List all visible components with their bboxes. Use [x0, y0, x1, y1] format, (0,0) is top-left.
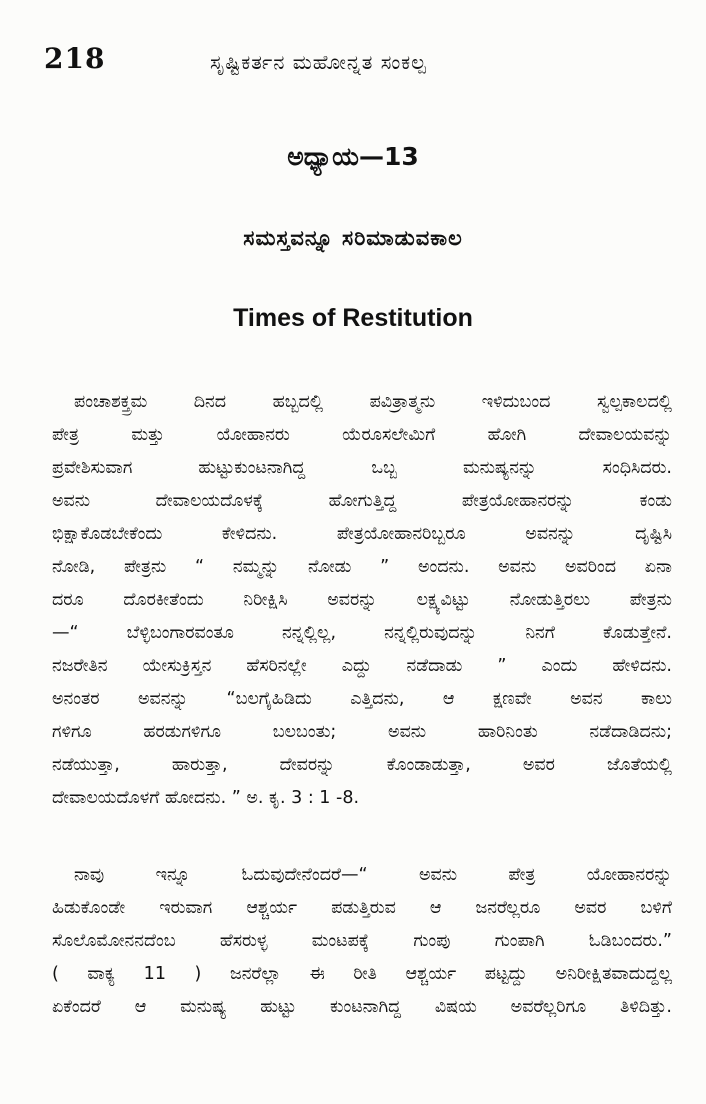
text-line: ಸೊಲೊಮೋನನದೆಂಬ ಹೆಸರುಳ್ಳ ಮಂಟಪಕ್ಕೆ ಗುಂಪು ಗುಂಪಾಗಿ ಓಡಿಬಂದರು.” [52, 931, 672, 951]
text-line: ಏಕೆಂದರೆ ಆ ಮನುಷ್ಯ ಹುಟ್ಟು ಕುಂಟನಾಗಿದ್ದ ವಿಷಯ ಅವರೆಲ್ಲರಿಗೂ ತಿಳಿದಿತ್ತು. [52, 997, 672, 1017]
text-line: ಪೇತ್ರ ಮತ್ತು ಯೋಹಾನರು ಯೆರೂಸಲೇಮಿಗೆ ಹೋಗಿ ದೇವಾಲಯವನ್ನು [52, 425, 672, 445]
text-line: ಭಿಕ್ಷಾಕೊಡಬೇಕೆಂದು ಕೇಳಿದನು. ಪೇತ್ರಯೋಹಾನರಿಬ್ಬರೂ ಅವನನ್ನು ದೃಷ್ಟಿಸಿ [52, 524, 672, 544]
paragraph-2 [52, 859, 672, 1024]
text-line: ( ವಾಕ್ಯ 11 ) ಜನರೆಲ್ಲಾ ಈ ರೀತಿ ಆಶ್ಚರ್ಯ ಪಟ್ಟದ್ದು ಅನಿರೀಕ್ಷಿತವಾದುದ್ದಲ್ಲ [52, 964, 672, 984]
chapter-title-english: Times of Restitution [233, 304, 473, 332]
text-line: ದೇವಾಲಯದೊಳಗೆ ಹೋದನು. ” ಅ. ಕೃ. 3 : 1 -8. [52, 788, 360, 808]
text-line: ನೋಡಿ, ಪೇತ್ರನು “ ನಮ್ಮನ್ನು ನೋಡು ” ಅಂದನು. ಅವನು ಅವರಿಂದ ಏನಾ [52, 557, 672, 577]
page-number: 218 [44, 42, 106, 75]
chapter-heading: ಅಧ್ಯಾಯ—13 [287, 142, 419, 171]
text-line: ದರೂ ದೊರಕೀತೆಂದು ನಿರೀಕ್ಷಿಸಿ ಅವರನ್ನು ಲಕ್ಷ್ಯವಿಟ್ಟು ನೋಡುತ್ತಿರಲು ಪೇತ್ರನು [52, 590, 672, 610]
text-line: ಪ್ರವೇಶಿಸುವಾಗ ಹುಟ್ಟುಕುಂಟನಾಗಿದ್ದ ಒಬ್ಬ ಮನುಷ್ಯನನ್ನು ಸಂಧಿಸಿದರು. [52, 458, 672, 478]
text-line: —“ ಬೆಳ್ಳಿಬಂಗಾರವಂತೂ ನನ್ನಲ್ಲಿಲ್ಲ, ನನ್ನಲ್ಲಿರುವುದನ್ನು ನಿನಗೆ ಕೊಡುತ್ತೇನೆ. [52, 623, 672, 643]
text-line: ಗಳಿಗೂ ಹರಡುಗಳಿಗೂ ಬಲಬಂತು; ಅವನು ಹಾರಿನಿಂತು ನಡೆದಾಡಿದನು; [52, 722, 672, 742]
text-line: ನಾವು ಇನ್ನೂ ಓದುವುದೇನೆಂದರೆ—“ ಅವನು ಪೇತ್ರ ಯೋಹಾನರನ್ನು [74, 865, 672, 885]
text-line: ಹಿಡುಕೊಂಡೇ ಇರುವಾಗ ಆಶ್ಚರ್ಯ ಪಡುತ್ತಿರುವ ಆ ಜನರೆಲ್ಲರೂ ಅವರ ಬಳಿಗೆ [52, 898, 672, 918]
text-line: ಅವನು ದೇವಾಲಯದೊಳಕ್ಕೆ ಹೋಗುತ್ತಿದ್ದ ಪೇತ್ರಯೋಹಾನರನ್ನು ಕಂಡು [52, 491, 672, 511]
text-line: ಅನಂತರ ಅವನನ್ನು “ಬಲಗೈಹಿಡಿದು ಎತ್ತಿದನು, ಆ ಕ್ಷಣವೇ ಅವನ ಕಾಲು [52, 689, 672, 709]
paragraph-1 [52, 386, 672, 815]
text-line: ನಡೆಯುತ್ತಾ, ಹಾರುತ್ತಾ, ದೇವರನ್ನು ಕೊಂಡಾಡುತ್ತಾ, ಅವರ ಜೊತೆಯಲ್ಲಿ [52, 755, 672, 775]
chapter-title-kannada: ಸಮಸ್ತವನ್ನೂ ಸರಿಮಾಡುವಕಾಲ [243, 226, 463, 250]
running-head: ಸೃಷ್ಟಿಕರ್ತನ ಮಹೋನ್ನತ ಸಂಕಲ್ಪ [210, 50, 427, 74]
text-line: ನಜರೇತಿನ ಯೇಸುಕ್ರಿಸ್ತನ ಹೆಸರಿನಲ್ಲೇ ಎದ್ದು ನಡೆದಾಡು ” ಎಂದು ಹೇಳಿದನು. [52, 656, 672, 676]
text-line: ಪಂಚಾಶಕ್ತ್ರಮ ದಿನದ ಹಬ್ಬದಲ್ಲಿ ಪವಿತ್ರಾತ್ಮನು ಇಳಿದುಬಂದ ಸ್ವಲ್ಪಕಾಲದಲ್ಲಿ [74, 392, 672, 412]
